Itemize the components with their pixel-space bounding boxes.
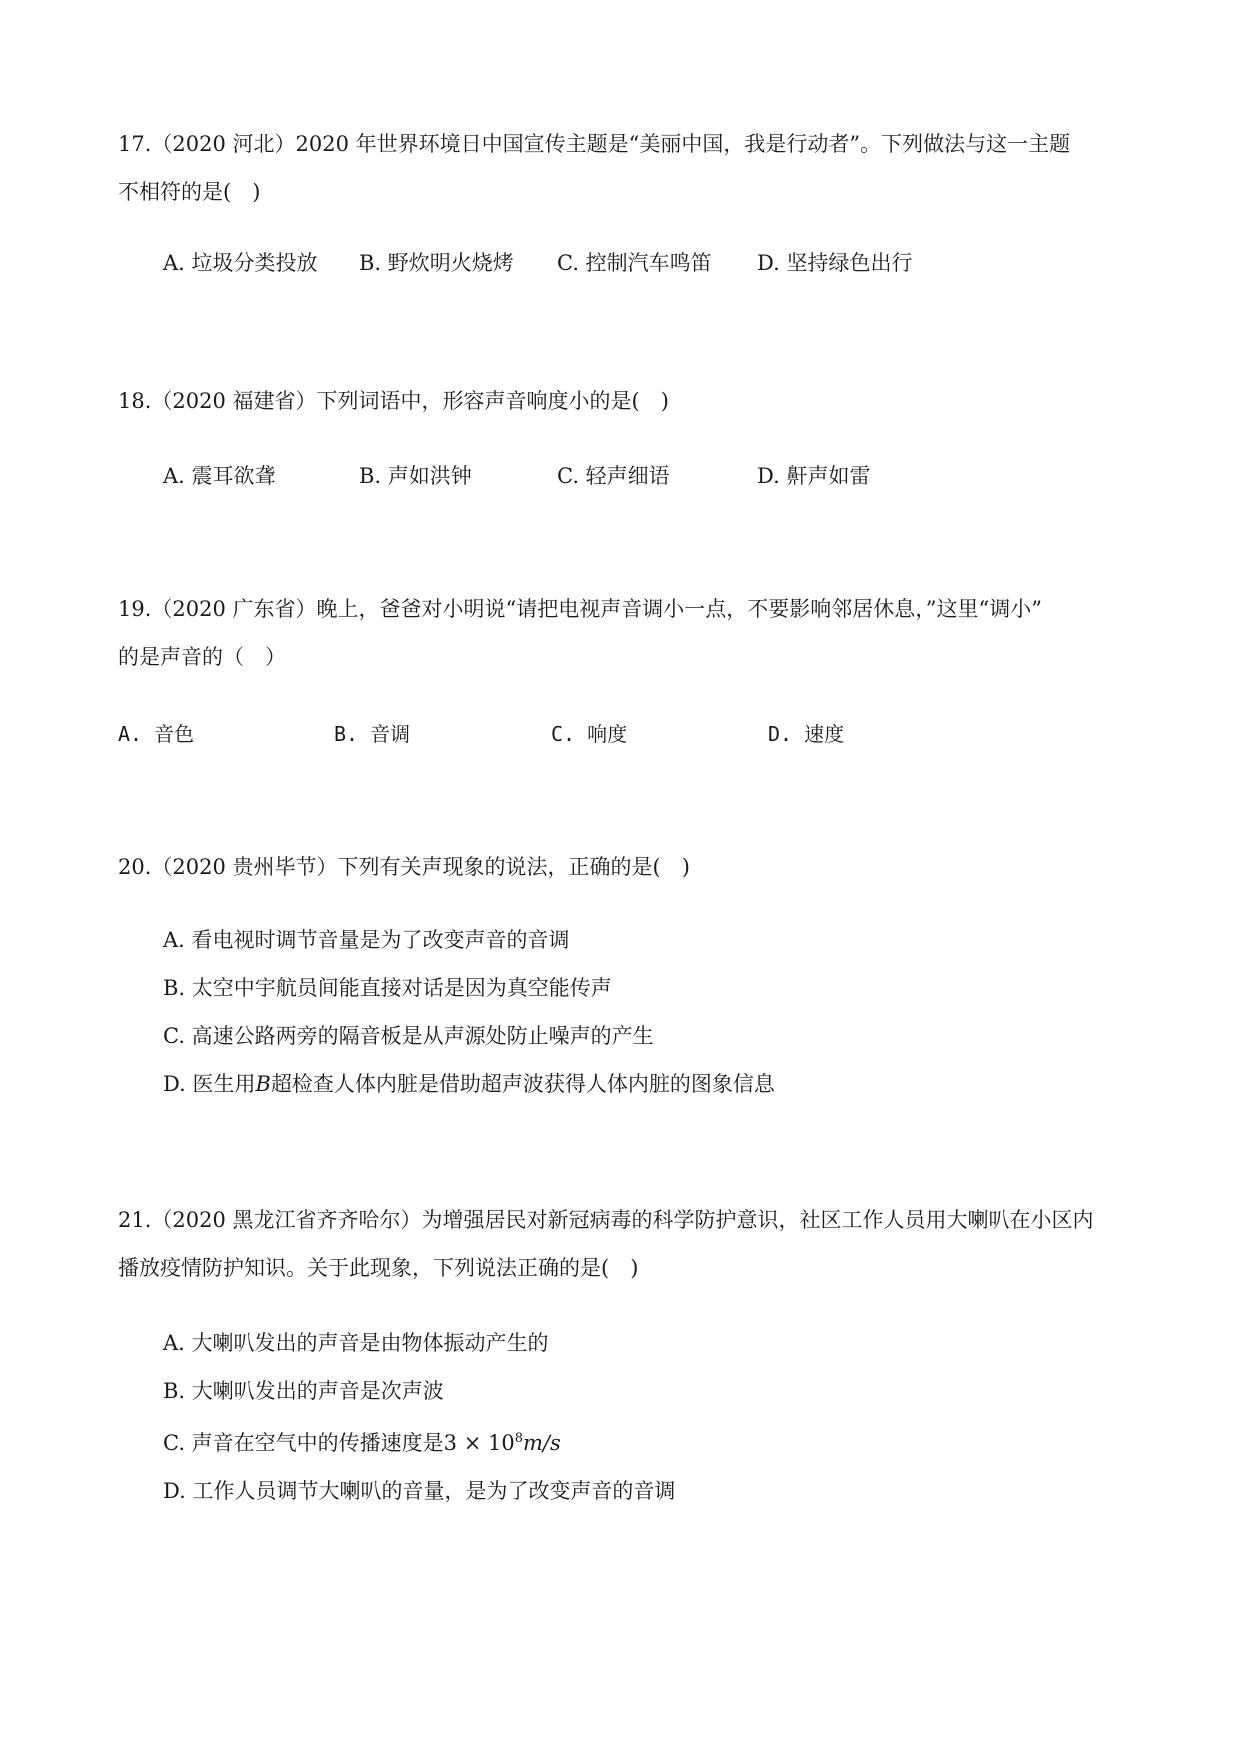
question-stem: 20.（2020 贵州毕节）下列有关声现象的说法，正确的是( ) xyxy=(118,855,690,879)
question-20 xyxy=(118,843,1128,891)
option-c-prefix: C. 声音在空气中的传播速度是 xyxy=(163,1431,444,1455)
option-d: D. 速度 xyxy=(768,722,845,746)
question-18 xyxy=(118,377,1128,425)
option-d: D. 工作人员调节大喇叭的音量，是为了改变声音的音调 xyxy=(163,1479,676,1503)
math-value: 3 × 10 xyxy=(443,1431,515,1455)
question-19 xyxy=(118,585,1128,681)
option-c: C. 控制汽车鸣笛 xyxy=(557,251,712,275)
option-a: A. 大喇叭发出的声音是由物体振动产生的 xyxy=(163,1331,549,1355)
options-20 xyxy=(163,916,775,1108)
option-d: D. 鼾声如雷 xyxy=(757,464,871,488)
math-unit: m/s xyxy=(522,1431,561,1455)
option-c: C. 高速公路两旁的隔音板是从声源处防止噪声的产生 xyxy=(163,1024,654,1048)
option-c: C. 轻声细语 xyxy=(557,464,670,488)
question-stem: 17.（2020 河北）2020 年世界环境日中国宣传主题是“美丽中国，我是行动者”。下列做法与这一主题 xyxy=(118,132,1071,156)
math-exponent: 8 xyxy=(514,1431,523,1446)
option-d-suffix: 超检查人体内脏是借助超声波获得人体内脏的图象信息 xyxy=(270,1072,775,1096)
option-a: A. 看电视时调节音量是为了改变声音的音调 xyxy=(163,928,570,952)
option-a: A. 垃圾分类投放 xyxy=(163,251,318,275)
option-b: B. 大喇叭发出的声音是次声波 xyxy=(163,1379,444,1403)
option-a: A. 震耳欲聋 xyxy=(163,464,276,488)
math-b: B xyxy=(255,1072,271,1096)
question-stem: 不相符的是( ) xyxy=(118,180,261,204)
question-21 xyxy=(118,1196,1128,1292)
option-b: B. 音调 xyxy=(334,722,411,746)
option-d-prefix: D. 医生用 xyxy=(163,1072,256,1096)
question-17 xyxy=(118,120,1128,216)
option-c: C. 响度 xyxy=(551,722,628,746)
option-b: B. 声如洪钟 xyxy=(359,464,472,488)
question-stem: 21.（2020 黑龙江省齐齐哈尔）为增强居民对新冠病毒的科学防护意识，社区工作人员用大喇叭在小区内 xyxy=(118,1208,1094,1232)
option-b: B. 太空中宇航员间能直接对话是因为真空能传声 xyxy=(163,976,612,1000)
option-d: D. 坚持绿色出行 xyxy=(757,251,913,275)
question-stem: 18.（2020 福建省）下列词语中，形容声音响度小的是( ) xyxy=(118,389,669,413)
question-stem: 19.（2020 广东省）晚上，爸爸对小明说“请把电视声音调小一点，不要影响邻居休息，”这里“调小” xyxy=(118,597,1042,621)
options-21 xyxy=(163,1319,675,1515)
option-b: B. 野炊明火烧烤 xyxy=(359,251,514,275)
question-stem: 的是声音的（ ） xyxy=(118,645,286,669)
option-d xyxy=(163,1060,775,1108)
option-a: A. 音色 xyxy=(118,722,195,746)
question-stem: 播放疫情防护知识。关于此现象，下列说法正确的是( ) xyxy=(118,1256,639,1280)
option-c xyxy=(163,1415,675,1467)
